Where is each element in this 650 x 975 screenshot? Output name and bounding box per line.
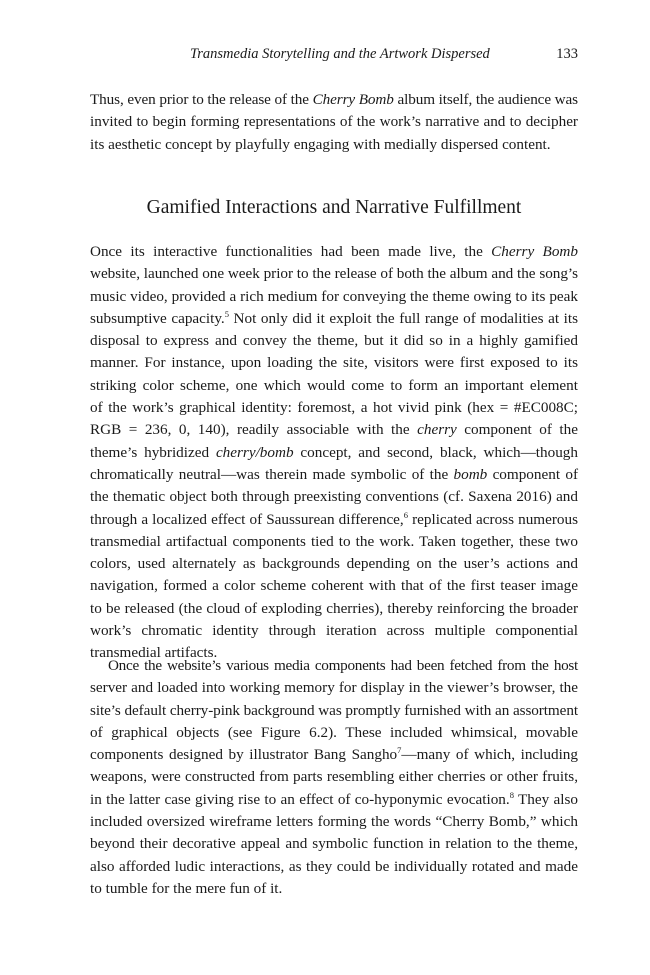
paragraph-website-components bbox=[90, 655, 578, 900]
running-title: Transmedia Storytelling and the Artwork Dispersed bbox=[190, 46, 490, 62]
text-line: colors, used alternately as backgrounds depending on the user’s actions and bbox=[90, 555, 578, 573]
footnote-marker: 7 bbox=[397, 745, 402, 756]
text-line: server and loaded into working memory for display in the viewer’s browser, the bbox=[90, 679, 578, 697]
text-line: of graphical objects (see Figure 6.2). These included whimsical, movable bbox=[90, 723, 578, 741]
footnote-marker: 6 bbox=[403, 509, 408, 520]
text-line: website, launched one week prior to the release of both the album and the song’s bbox=[90, 265, 578, 283]
running-head bbox=[90, 46, 578, 66]
text-line: through a localized effect of Saussurean difference,$^6$ replicated across numerous bbox=[90, 509, 578, 528]
text-line: of the work’s graphical identity: foremost, a hot vivid pink (hex = #EC008C; bbox=[90, 399, 578, 417]
text-line: site’s default cherry-pink background was promptly furnished with an assortment bbox=[90, 701, 578, 719]
text-line: components designed by illustrator Bang Sangho$^7$—many of which, including bbox=[90, 745, 578, 764]
text-line: also afforded ludic interactions, as they could be individually rotated and made bbox=[90, 857, 578, 875]
page-number: 133 bbox=[556, 46, 578, 62]
text-line: to tumble for the mere fun of it. bbox=[90, 879, 283, 897]
text-line: included oversized wireframe letters forming the words “Cherry Bomb,” which bbox=[90, 813, 578, 831]
text-line: to be released (the cloud of exploding cherries), thereby reinforcing the broader bbox=[90, 599, 578, 617]
text-line: manner. For instance, upon loading the site, visitors were first exposed to its bbox=[90, 354, 578, 372]
text-line: music video, provided a rich medium for conveying the theme owing to its peak bbox=[90, 287, 578, 305]
paragraph-gamified bbox=[90, 241, 578, 665]
text-line: Thus, even prior to the release of the Cherry Bomb album itself, the audience was bbox=[90, 91, 578, 108]
text-line: Once the website’s various media components had been fetched from the host bbox=[108, 657, 578, 674]
paragraph-intro bbox=[90, 89, 578, 156]
section-heading: Gamified Interactions and Narrative Fulfillment bbox=[146, 197, 522, 218]
text-line: chromatically neutral—was therein made symbolic of the bomb component of bbox=[90, 465, 578, 483]
text-line: beyond their decorative appeal and symbolic function in relation to the theme, bbox=[90, 835, 578, 853]
text-line: navigation, formed a color scheme coherent with that of the first teaser image bbox=[90, 577, 578, 595]
text-line: theme’s hybridized cherry/bomb concept, and second, black, which—though bbox=[90, 443, 578, 461]
text-line: invited to begin forming representations of the work’s narrative and to decipher bbox=[90, 113, 578, 131]
text-line: transmedial artifactual components tied to the work. Taken together, these two bbox=[90, 532, 578, 550]
italic-title: Cherry Bomb bbox=[312, 91, 394, 108]
text-line: in the latter case giving rise to an effect of co-hyponymic evocation.$^8$ They also bbox=[90, 789, 578, 808]
text-line: work’s chromatic identity through iteration across multiple componential bbox=[90, 622, 578, 640]
italic-title: Cherry Bomb bbox=[491, 243, 578, 260]
text-line: the thematic object both through preexisting conventions (cf. Saxena 2016) and bbox=[90, 488, 578, 506]
footnote-marker: 5 bbox=[224, 308, 229, 319]
footnote-marker: 8 bbox=[509, 789, 514, 800]
text-line: RGB = 236, 0, 140), readily associable with the cherry component of the bbox=[90, 421, 578, 439]
text-line: disposal to express and convey the theme, but it did so in a highly gamified bbox=[90, 332, 578, 350]
text-line: weapons, were constructed from parts resembling either cherries or other fruits, bbox=[90, 768, 578, 786]
text-line: Once its interactive functionalities had been made live, the Cherry Bomb bbox=[90, 243, 578, 260]
text-line: transmedial artifacts. bbox=[90, 644, 218, 662]
text-line: striking color scheme, one which would come to form an important element bbox=[90, 376, 578, 394]
text-line: subsumptive capacity.$^5$ Not only did it exploit the full range of modalities at its bbox=[90, 308, 578, 327]
text-line: its aesthetic concept by playfully engaging with medially dispersed content. bbox=[90, 135, 551, 153]
